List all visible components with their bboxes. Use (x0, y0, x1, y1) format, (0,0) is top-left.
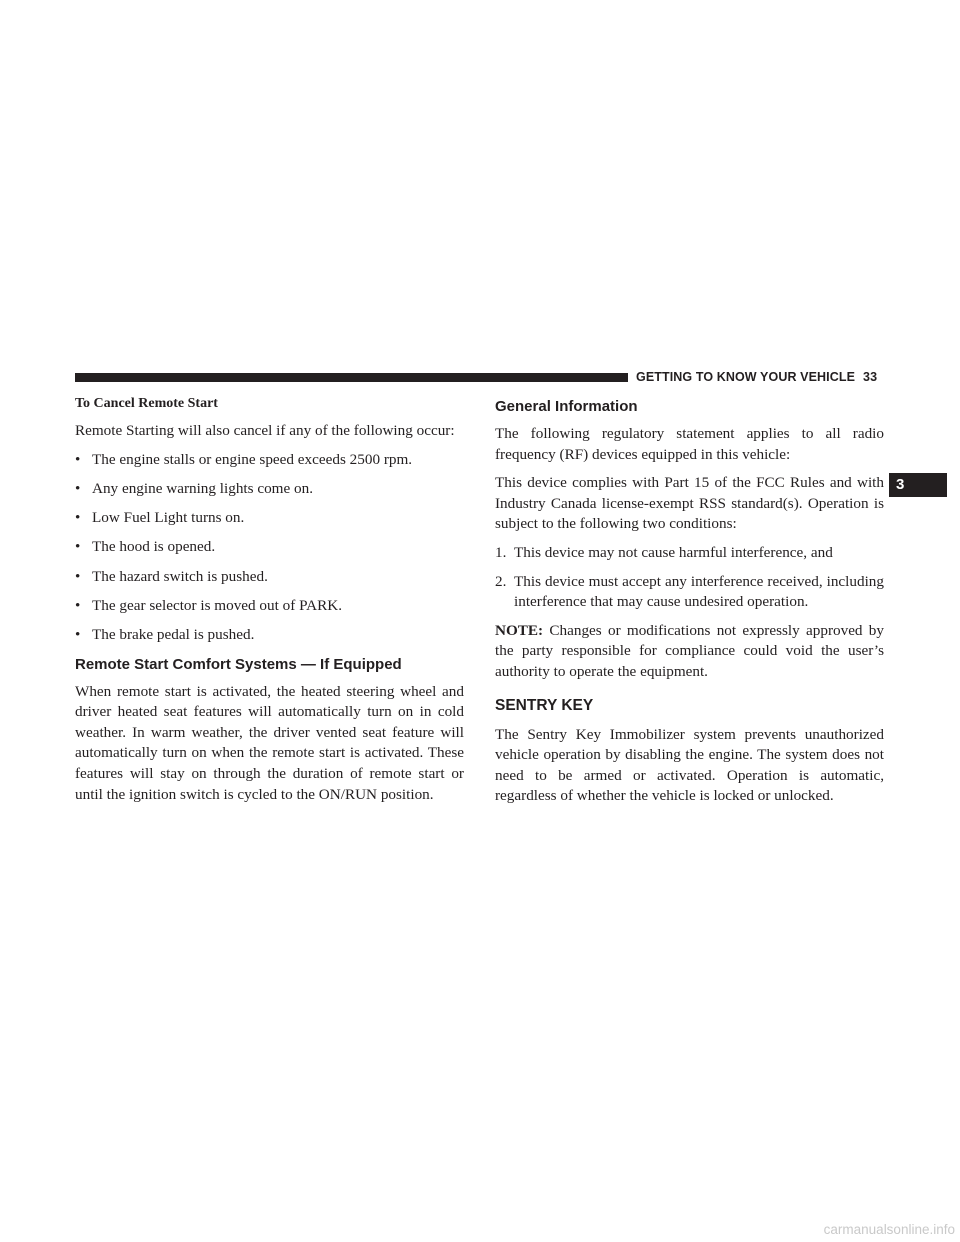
list-item (75, 537, 464, 558)
conditions-list (495, 543, 884, 613)
list-item-text: The hazard switch is pushed. (92, 567, 268, 585)
bullet-icon: • (75, 538, 81, 556)
list-item-text: The brake pedal is pushed. (92, 626, 255, 644)
header-section-title: GETTING TO KNOW YOUR VEHICLE (636, 370, 856, 384)
watermark: carmanualsonline.info (823, 1222, 955, 1237)
chapter-tab: 3 (889, 473, 947, 497)
list-item-text: The hood is opened. (92, 538, 216, 556)
left-column (75, 395, 464, 813)
comfort-systems-heading: Remote Start Comfort Systems — If Equipped (75, 655, 402, 673)
bullet-icon: • (75, 509, 81, 527)
note-text: Changes or modifications not expressly approved by the party responsible for compliance could void the user’s authority to operate the equipment. (495, 621, 884, 680)
cancel-intro: Remote Starting will also cancel if any of the following occur: (75, 422, 455, 439)
sentry-key-text: The Sentry Key Immobilizer system prevents unauthorized vehicle operation by disabling the engine. The system does not need to be armed or activated. Operation is automatic, regardless of whether the vehicle is locked or unlocked. (495, 725, 884, 805)
note-paragraph (495, 621, 884, 683)
list-item (75, 450, 464, 471)
general-information-heading: General Information (495, 398, 638, 415)
list-item-text: This device must accept any interference received, including interference that may cause undesired operation. (514, 572, 884, 611)
bullet-icon: • (75, 450, 81, 468)
list-item (75, 596, 464, 617)
list-item (75, 479, 464, 500)
list-item-text: Any engine warning lights come on. (92, 479, 314, 497)
comfort-systems-text: When remote start is activated, the heated steering wheel and driver heated seat features will automatically turn on in cold weather. In warm weather, the driver vented seat feature will automatically turn on when the remote start is activated. These features will stay on through the duration of remote start or until the ignition switch is cycled to the ON/RUN position. (75, 682, 464, 803)
page-number: 33 (863, 370, 878, 384)
note-label: NOTE: (495, 621, 544, 639)
list-item-text: The gear selector is moved out of PARK. (92, 597, 342, 614)
bullet-icon: • (75, 597, 81, 614)
list-item (75, 508, 464, 529)
bullet-icon: • (75, 626, 81, 644)
running-header (636, 369, 896, 385)
list-item (495, 572, 884, 613)
right-column (495, 395, 884, 815)
sentry-key-heading: SENTRY KEY (495, 696, 594, 714)
list-item-text: Low Fuel Light turns on. (92, 509, 245, 527)
header-rule (75, 373, 628, 382)
bullet-icon: • (75, 567, 81, 585)
item-number: 2. (495, 572, 507, 590)
list-item (75, 625, 464, 646)
list-item (495, 543, 884, 564)
item-number: 1. (495, 543, 507, 561)
list-item-text: This device may not cause harmful interference, and (514, 543, 833, 561)
bullet-icon: • (75, 479, 81, 497)
cancel-remote-start-subheading: To Cancel Remote Start (75, 396, 218, 411)
list-item (75, 567, 464, 588)
list-item-text: The engine stalls or engine speed exceeds 2500 rpm. (92, 450, 413, 468)
fcc-compliance-text: This device complies with Part 15 of the FCC Rules and with Industry Canada license-exempt RSS standard(s). Operation is subject to the following two conditions: (495, 474, 884, 533)
cancel-conditions-list (75, 450, 464, 646)
general-information-text: The following regulatory statement applies to all radio frequency (RF) devices equipped in this vehicle: (495, 425, 884, 463)
